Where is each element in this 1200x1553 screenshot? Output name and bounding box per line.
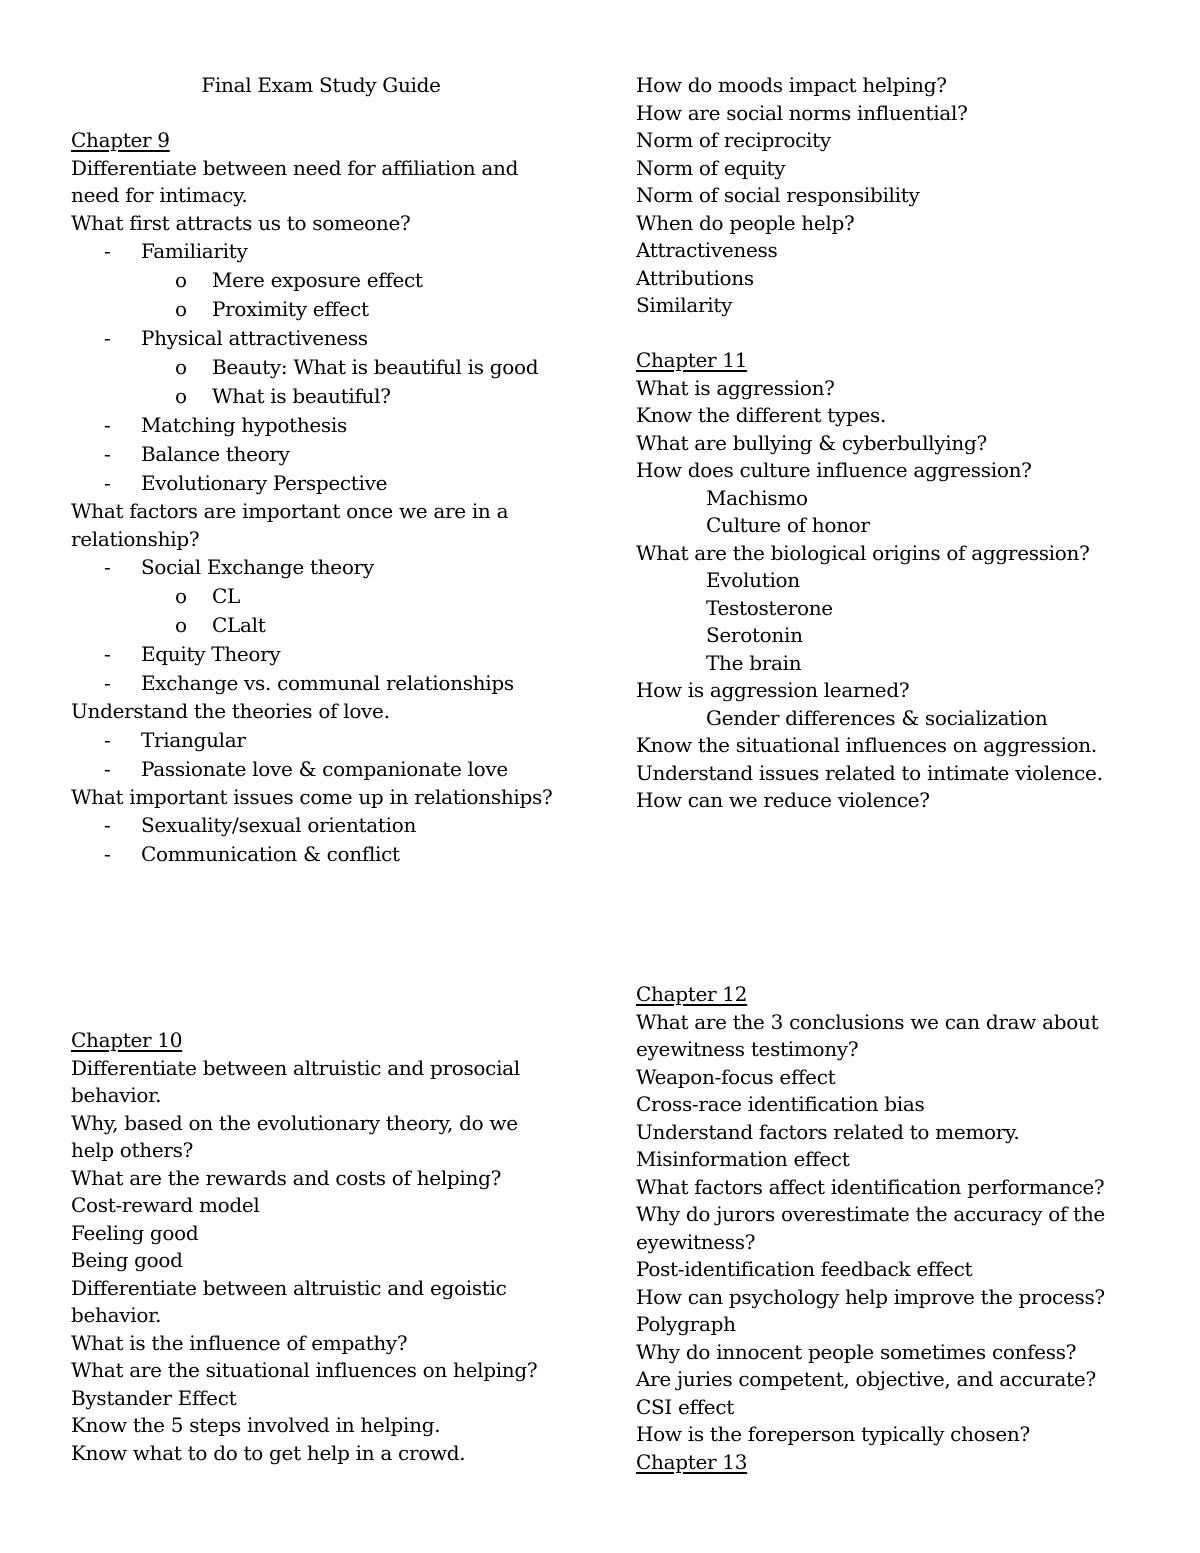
text-line: How are social norms influential? [636, 100, 968, 125]
indented-item: Gender differences & socialization [706, 705, 1048, 730]
text-line: need for intimacy. [71, 183, 248, 207]
text-line: Weapon-focus effect [636, 1064, 836, 1089]
text-line: eyewitness testimony? [636, 1037, 859, 1061]
text-line: How is aggression learned? [636, 678, 910, 702]
dash-list-item: - Balance theory [104, 442, 290, 466]
text-line: Attributions [636, 265, 754, 290]
dash-list-item: - Familiarity [104, 239, 248, 263]
text-line: help others? [71, 1138, 194, 1162]
text-line: Norm of reciprocity [636, 128, 831, 152]
text-line: Understand issues related to intimate violence. [636, 760, 1103, 785]
dash-list-item: - Evolutionary Perspective [104, 471, 388, 495]
indented-item: Testosterone [706, 595, 833, 620]
text-line: Why, based on the evolutionary theory, do we [71, 1110, 518, 1135]
text-line: What are the situational influences on helping? [71, 1358, 538, 1382]
text-line: How can psychology help improve the process? [636, 1284, 1105, 1309]
dash-list-item: - Physical attractiveness [104, 326, 368, 350]
sub-list-item: o Proximity effect [175, 297, 369, 321]
text-line: How is the foreperson typically chosen? [636, 1422, 1030, 1446]
text-line: Bystander Effect [71, 1385, 237, 1410]
text-line: relationship? [71, 526, 200, 551]
dash-list-item: - Communication & conflict [104, 842, 400, 866]
chapter-12-heading: Chapter 12 [636, 982, 748, 1006]
text-line: Understand the theories of love. [71, 699, 390, 723]
text-line: eyewitness? [636, 1229, 756, 1254]
dash-list-item: - Sexuality/sexual orientation [104, 813, 417, 837]
text-line: What is aggression? [636, 375, 835, 400]
chapter-13-heading: Chapter 13 [636, 1449, 748, 1474]
text-line: How do moods impact helping? [636, 73, 947, 97]
text-line: Similarity [636, 293, 733, 317]
indented-item: Serotonin [706, 623, 803, 647]
text-line: Differentiate between need for affiliation and [71, 155, 519, 180]
text-line: Know what to do to get help in a crowd. [71, 1440, 466, 1465]
text-line: What is the influence of empathy? [71, 1330, 408, 1355]
chapter-10-section [71, 1027, 571, 1467]
indented-item: Machismo [706, 485, 808, 510]
chapter-10-heading: Chapter 10 [71, 1028, 183, 1052]
chapter-11-heading: Chapter 11 [636, 348, 748, 372]
sub-list-item: o CL [175, 584, 240, 608]
text-line: What first attracts us to someone? [71, 210, 411, 235]
sub-list-item: o CLalt [175, 613, 266, 637]
text-line: Why do innocent people sometimes confess? [636, 1339, 1077, 1364]
text-line: Are juries competent, objective, and accurate? [636, 1367, 1096, 1391]
text-line: Differentiate between altruistic and prosocial [71, 1055, 520, 1080]
text-line: Attractiveness [636, 238, 778, 262]
text-line: Feeling good [71, 1220, 199, 1245]
text-line: Know the situational influences on aggression. [636, 733, 1097, 757]
text-line: How can we reduce violence? [636, 788, 930, 812]
left-column-top [71, 72, 571, 869]
dash-list-item: - Social Exchange theory [104, 555, 374, 579]
dash-list-item: - Triangular [104, 727, 246, 752]
text-line: Cost-reward model [71, 1193, 260, 1217]
text-line: What important issues come up in relationships? [71, 784, 553, 809]
dash-list-item: - Exchange vs. communal relationships [104, 671, 514, 695]
text-line: Differentiate between altruistic and egoistic [71, 1275, 507, 1300]
page-title: Final Exam Study Guide [201, 73, 441, 97]
text-line: What factors affect identification performance? [636, 1174, 1105, 1199]
right-column-top [636, 72, 1156, 815]
text-line: When do people help? [636, 210, 855, 235]
text-line: Cross-race identification bias [636, 1092, 925, 1116]
sub-list-item: o What is beautiful? [175, 384, 391, 408]
text-line: Polygraph [636, 1312, 736, 1336]
indented-item: Evolution [706, 568, 800, 592]
chapter-12-section [636, 981, 1156, 1476]
dash-list-item: - Matching hypothesis [104, 413, 347, 437]
indented-item: The brain [706, 650, 802, 675]
text-line: Know the different types. [636, 403, 887, 427]
text-line: behavior. [71, 1303, 162, 1327]
indented-item: Culture of honor [706, 513, 870, 537]
text-line: Misinformation effect [636, 1147, 850, 1171]
chapter-9-heading: Chapter 9 [71, 128, 170, 152]
text-line: What factors are important once we are in a [71, 499, 509, 523]
text-line: behavior. [71, 1083, 162, 1107]
text-line: What are bullying & cyberbullying? [636, 430, 987, 455]
text-line: How does culture influence aggression? [636, 458, 1032, 482]
text-line: Post-identification feedback effect [636, 1257, 973, 1281]
dash-list-item: - Passionate love & companionate love [104, 756, 508, 781]
sub-list-item: o Beauty: What is beautiful is good [175, 355, 539, 379]
text-line: Being good [71, 1248, 183, 1272]
text-line: What are the biological origins of aggression? [636, 540, 1090, 565]
text-line: What are the rewards and costs of helping? [71, 1165, 502, 1190]
text-line: Know the 5 steps involved in helping. [71, 1413, 441, 1437]
text-line: Why do jurors overestimate the accuracy of the [636, 1202, 1105, 1226]
dash-list-item: - Equity Theory [104, 642, 281, 666]
text-line: Norm of social responsibility [636, 183, 920, 207]
text-line: CSI effect [636, 1394, 734, 1419]
text-line: What are the 3 conclusions we can draw about [636, 1009, 1099, 1034]
text-line: Understand factors related to memory. [636, 1119, 1020, 1144]
text-line: Norm of equity [636, 155, 786, 180]
sub-list-item: o Mere exposure effect [175, 268, 423, 292]
